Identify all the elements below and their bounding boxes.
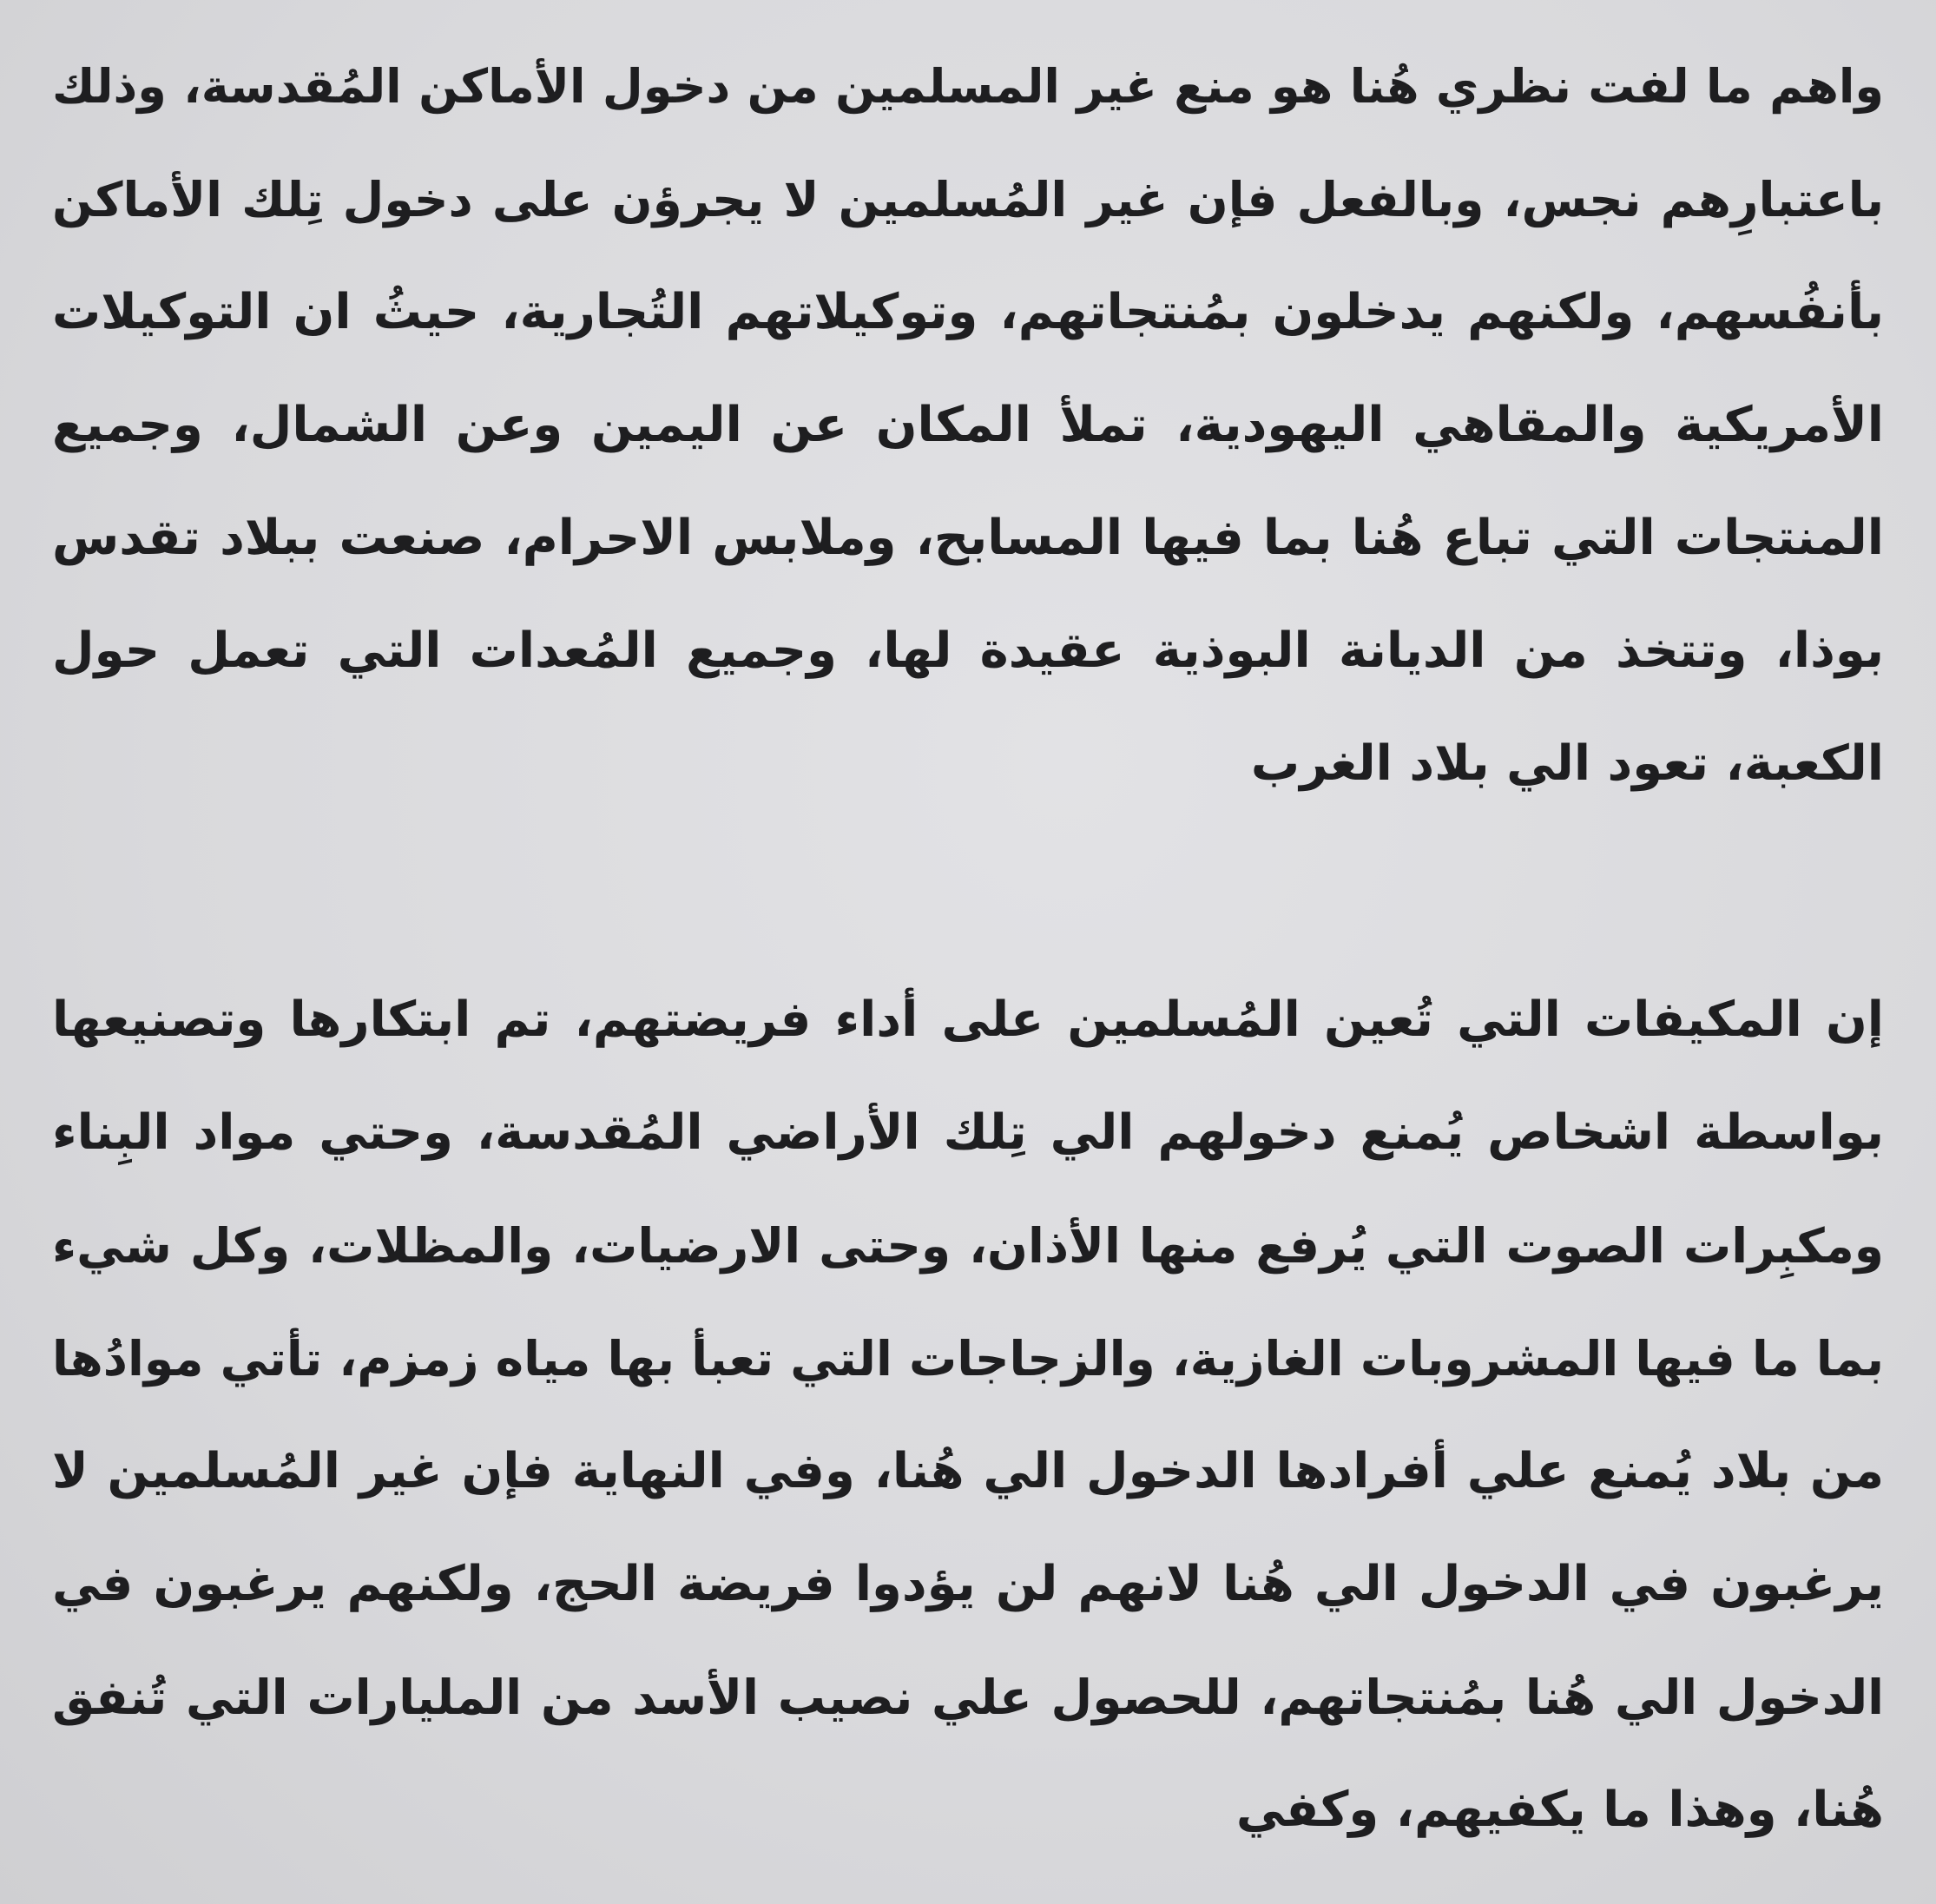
text-line: باعتبارِهم نجس، وبالفعل فإن غير المُسلمين لا يجرؤن على دخول تِلك الأماكن: [52, 172, 1884, 227]
text-line: ومكبِرات الصوت التي يُرفع منها الأذان، وحتى الارضيات، والمظلات، وكل شيء: [52, 1218, 1884, 1274]
text-line: بوذا، وتتخذ من الديانة البوذية عقيدة لها، وجميع المُعدات التي تعمل حول: [52, 623, 1884, 679]
text-line: الدخول الي هُنا بمُنتجاتهم، للحصول علي نصيب الأسد من المليارات التي تُنفق: [52, 1670, 1884, 1725]
text-line: الأمريكية والمقاهي اليهودية، تملأ المكان عن اليمين وعن الشمال، وجميع: [52, 397, 1884, 453]
text-line: يرغبون في الدخول الي هُنا لانهم لن يؤدوا فريضة الحج، ولكنهم يرغبون في: [52, 1556, 1884, 1612]
text-line: الكعبة، تعود الي بلاد الغرب: [1250, 735, 1884, 792]
text-line: واهم ما لفت نظري هُنا هو منع غير المسلمين من دخول الأماكن المُقدسة، وذلك: [52, 59, 1884, 114]
paragraph-1: [52, 30, 1884, 820]
text-line: من بلاد يُمنع علي أفرادها الدخول الي هُنا، وفي النهاية فإن غير المُسلمين لا: [52, 1443, 1884, 1499]
text-line: هُنا، وهذا ما يكفيهم، وكفي: [1235, 1782, 1884, 1838]
text-line: بما ما فيها المشروبات الغازية، والزجاجات التي تعبأ بها مياه زمزم، تأتي موادُها: [52, 1331, 1884, 1387]
text-line: بواسطة اشخاص يُمنع دخولهم الي تِلك الأراضي المُقدسة، وحتي مواد البِناء: [52, 1104, 1884, 1161]
text-line: بأنفُسهم، ولكنهم يدخلون بمُنتجاتهم، وتوكيلاتهم التُجارية، حيثُ ان التوكيلات: [52, 284, 1884, 340]
paragraph-2: [52, 964, 1884, 1867]
text-line: المنتجات التي تباع هُنا بما فيها المسابح، وملابس الاحرام، صنعت ببلاد تقدس: [52, 510, 1884, 566]
text-line: إن المكيفات التي تُعين المُسلمين على أداء فريضتهم، تم ابتكارها وتصنيعها: [52, 992, 1884, 1048]
